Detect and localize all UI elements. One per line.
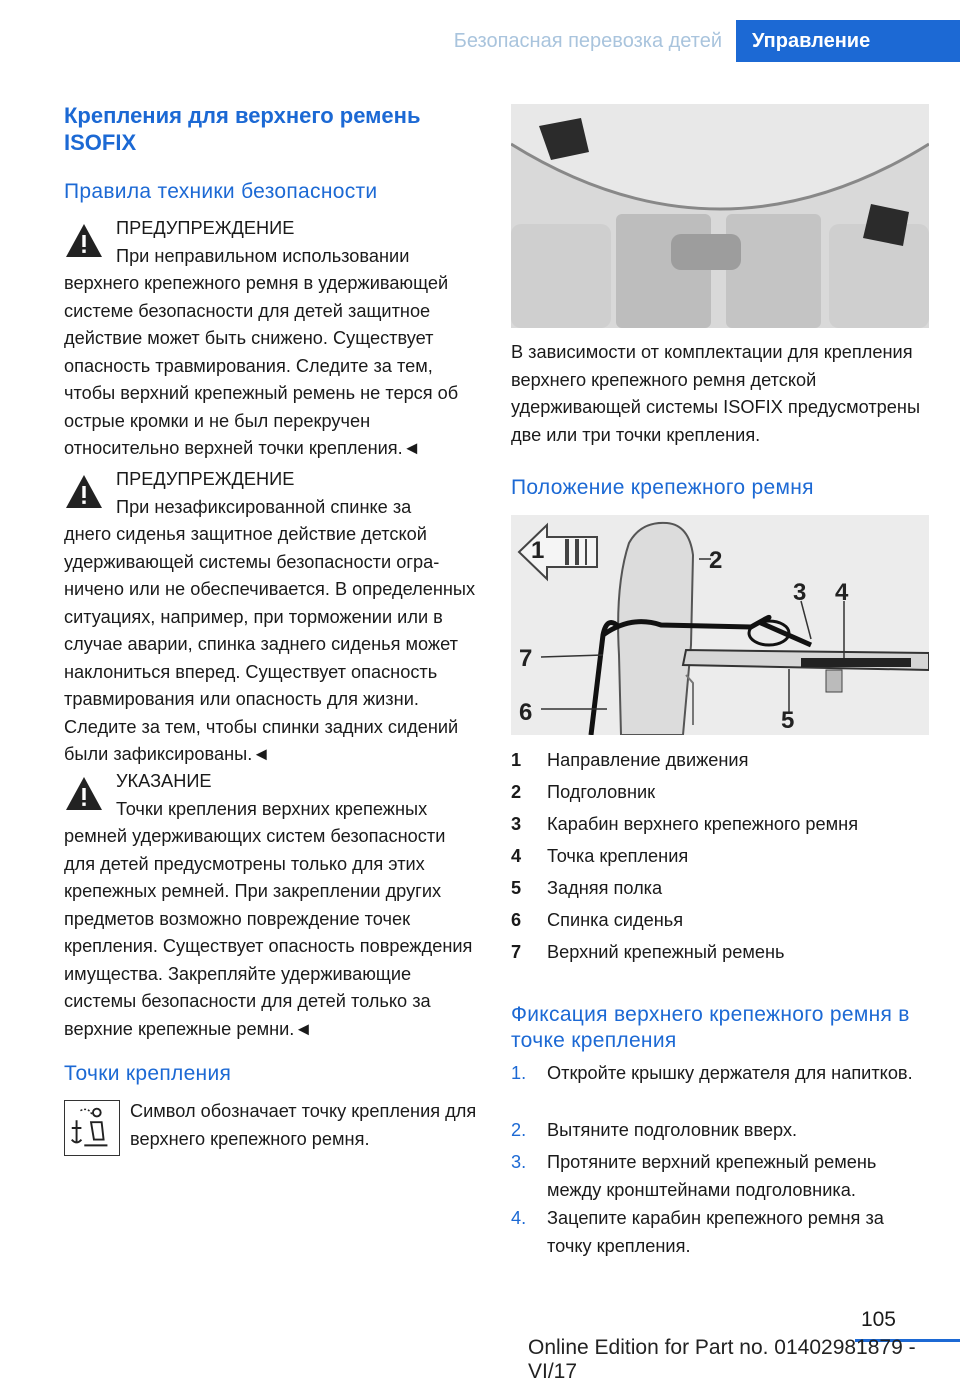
warning-block-2 bbox=[64, 466, 478, 769]
legend-item bbox=[511, 910, 929, 942]
anchor-points-photo bbox=[511, 104, 929, 328]
note-title: УКАЗАНИЕ bbox=[116, 771, 212, 791]
legend-number: 4 bbox=[511, 846, 522, 866]
page-footer bbox=[0, 1308, 960, 1383]
legend-item bbox=[511, 750, 929, 782]
anchor-description: Символ обозначает точку крепления для верхнего крепежного ремня. bbox=[130, 1101, 477, 1149]
legend-label: Задняя полка bbox=[547, 878, 663, 898]
legend-number: 3 bbox=[511, 814, 522, 834]
step-item bbox=[511, 1205, 929, 1260]
page-number: 105 bbox=[860, 1308, 896, 1331]
strap-position-diagram bbox=[511, 515, 929, 735]
anchor-heading: Точки крепления bbox=[64, 1062, 232, 1085]
diagram-label-4: 4 bbox=[835, 579, 849, 606]
warning-triangle-icon bbox=[64, 774, 104, 814]
isofix-anchor-icon bbox=[64, 1100, 120, 1156]
note-text-first: Точки крепления верхних крепежных bbox=[116, 798, 428, 819]
warning-title: ПРЕДУПРЕЖДЕНИЕ bbox=[116, 469, 295, 489]
note-block bbox=[64, 768, 478, 1043]
edition-note: Online Edition for Part no. 01402981879 - VI/17 bbox=[528, 1336, 916, 1383]
step-text: Зацепите карабин крепежного ремня за точку крепления. bbox=[547, 1208, 884, 1256]
step-text: Вытяните подголовник вверх. bbox=[547, 1120, 798, 1140]
safety-heading: Правила техники безопасности bbox=[64, 180, 378, 203]
photo-caption: В зависимости от комплектации для крепления верхнего крепежного ремня детской удерживающей системы ISOFIX предусмотрены две или три точки крепления. bbox=[511, 342, 921, 445]
diagram-label-5: 5 bbox=[781, 707, 795, 734]
legend-label: Точка крепления bbox=[547, 846, 689, 866]
step-number: 1. bbox=[511, 1063, 527, 1083]
warning-block-1 bbox=[64, 215, 478, 463]
legend-number: 6 bbox=[511, 910, 522, 930]
legend-label: Спинка сиденья bbox=[547, 910, 684, 930]
diagram-label-2: 2 bbox=[709, 547, 723, 574]
position-heading: Положение крепежного ремня bbox=[511, 476, 814, 499]
legend-label: Карабин верхнего крепежного ремня bbox=[547, 814, 859, 834]
step-number: 4. bbox=[511, 1208, 527, 1228]
warning-text-first: При незафиксированной спинке за bbox=[116, 496, 412, 517]
page-title: Крепления для верхнего ремень ISOFIX bbox=[64, 103, 421, 155]
step-item bbox=[511, 1117, 929, 1145]
legend-label: Верхний крепежный ремень bbox=[547, 942, 785, 962]
diagram-label-1: 1 bbox=[531, 537, 545, 564]
legend-item bbox=[511, 942, 929, 974]
warning-triangle-icon bbox=[64, 472, 104, 512]
legend-item bbox=[511, 814, 929, 846]
legend-number: 1 bbox=[511, 750, 522, 770]
legend-label: Направление движения bbox=[547, 750, 749, 770]
legend-label: Подголовник bbox=[547, 782, 656, 802]
warning-text-first: При неправильном использовании bbox=[116, 245, 410, 266]
header-chapter-tab: Управление bbox=[736, 20, 960, 62]
warning-triangle-icon bbox=[64, 221, 104, 261]
fix-heading: Фиксация верхнего крепежного ремня в точке крепления bbox=[511, 1003, 910, 1052]
diagram-label-3: 3 bbox=[793, 579, 807, 606]
legend-number: 5 bbox=[511, 878, 522, 898]
diagram-label-6: 6 bbox=[519, 699, 533, 726]
diagram-label-7: 7 bbox=[519, 645, 533, 672]
header-section-title: Безопасная перевозка детей bbox=[453, 30, 722, 52]
step-number: 3. bbox=[511, 1152, 527, 1172]
note-text: ремней удерживающих систем безопасности для детей предусмотрены только для этих крепежных ремней. При закреплении других предметов возможно повреждение точек крепления. Существует опасность повреждения имущества. Закрепляйте удерживающие системы безопасности для детей только за верхние крепежные ремни.◄ bbox=[64, 826, 473, 1039]
step-text: Протяните верхний крепежный ремень между кронштейнами подголовника. bbox=[547, 1152, 877, 1200]
legend-number: 7 bbox=[511, 942, 522, 962]
legend-item bbox=[511, 878, 929, 910]
legend-number: 2 bbox=[511, 782, 522, 802]
step-item bbox=[511, 1149, 929, 1204]
step-text: Откройте крышку держателя для напитков. bbox=[547, 1063, 913, 1083]
legend-item bbox=[511, 846, 929, 878]
warning-text: верхнего крепежного ремня в удерживающей системе безопасности для детей защитное действие может быть снижено. Существует опасность травмирования. Следите за тем, чтобы верхний крепежный ремень не терся об острые кромки и не был перекручен относительно верхней точки крепления.◄ bbox=[64, 273, 459, 458]
step-number: 2. bbox=[511, 1120, 527, 1140]
legend-item bbox=[511, 782, 929, 814]
warning-title: ПРЕДУПРЕЖДЕНИЕ bbox=[116, 218, 295, 238]
warning-text: днего сиденья защитное действие детской удерживающей системы безопасности ограничено или не обеспечивается. В определенных ситуациях, например, при торможении или в случае аварии, спинка заднего сиденья может наклониться вперед. Существует опасность травмирования или опасность для жизни. Следите за тем, чтобы спинки задних сидений были зафиксированы.◄ bbox=[64, 524, 476, 764]
step-item bbox=[511, 1060, 929, 1088]
